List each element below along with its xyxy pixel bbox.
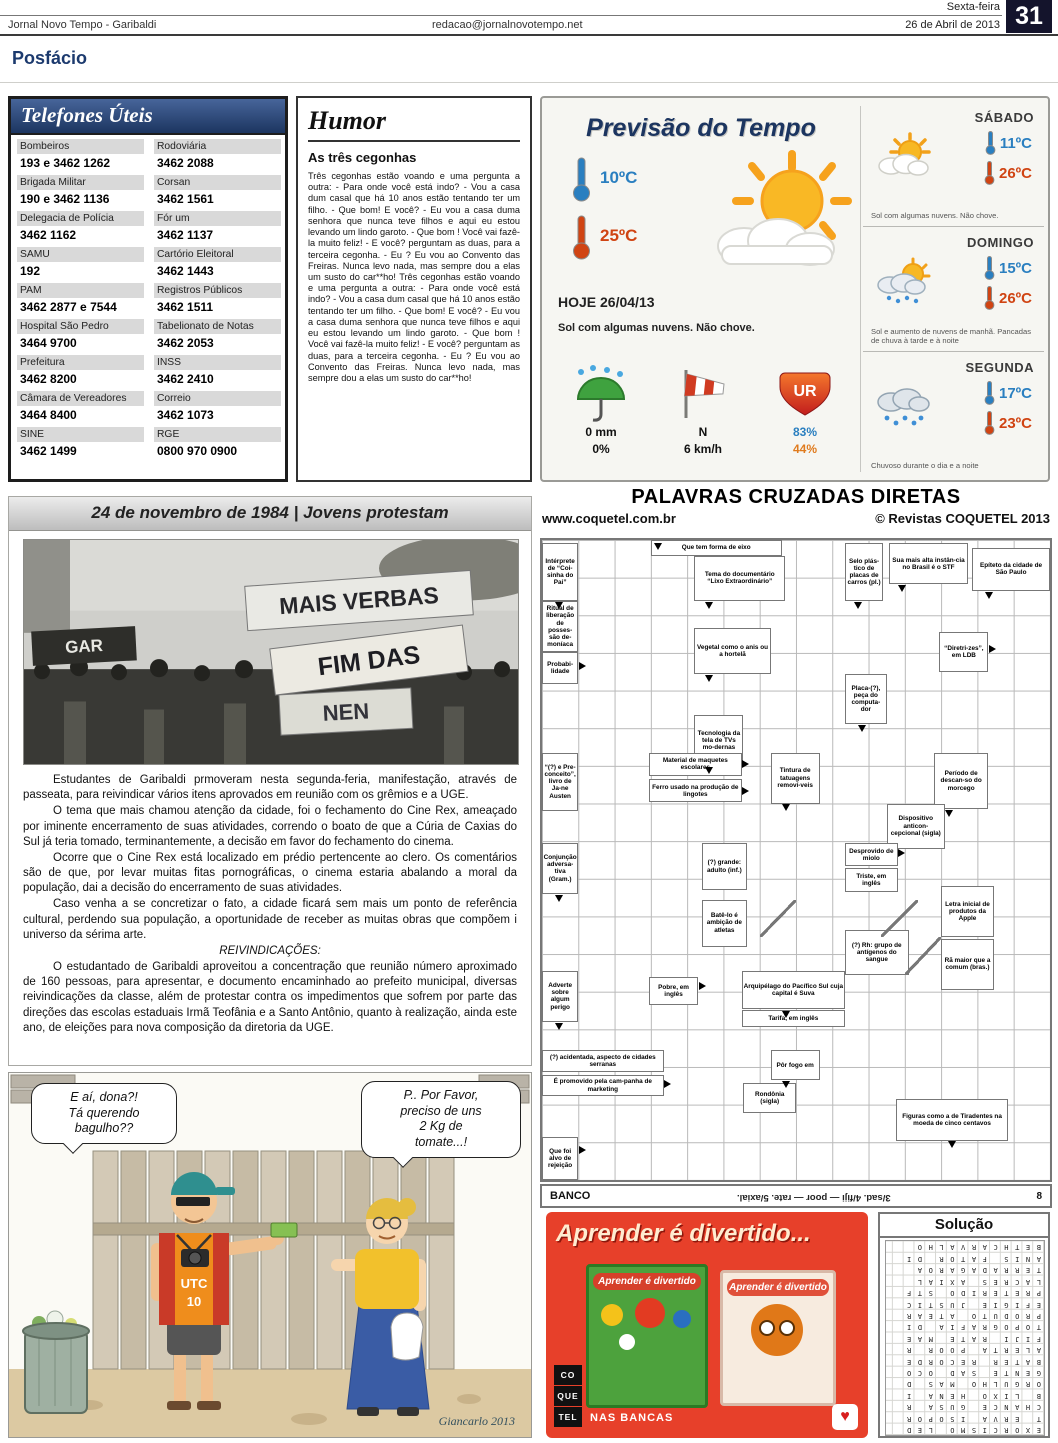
crossword-clue: Sua mais alta instân-cia no Brasil é o STF <box>889 543 969 584</box>
phone-entry <box>17 211 144 245</box>
solution-row: FIJI RATE MAE <box>900 1334 1041 1343</box>
arrow-down-icon <box>705 767 713 774</box>
arrow-down-icon <box>854 602 862 609</box>
phone-number: 3462 1162 <box>20 228 77 242</box>
solution-row: ORGULHO MAS D <box>900 1380 1041 1389</box>
weather-divider <box>860 106 861 472</box>
phone-label: Registros Públicos <box>154 283 281 298</box>
crossword-clue: (?) Rh: grupo de antígenos do sangue <box>845 930 909 975</box>
arrow-down-icon <box>782 1081 790 1088</box>
phone-number: 3462 1511 <box>157 300 214 314</box>
jersey-text-2: 10 <box>186 1294 202 1309</box>
phone-label: Fór um <box>154 211 281 226</box>
crossword-clue: Tecnologia da tela de TVs mo-dernas <box>694 715 743 766</box>
ad-availability-note: NAS BANCAS <box>590 1412 674 1424</box>
umbrella-icon <box>550 360 652 422</box>
solution-row: TERRADAGAROA <box>900 1266 1041 1275</box>
forecast-high-temp: 23ºC <box>983 410 1032 436</box>
phone-label: Hospital São Pedro <box>17 319 144 334</box>
crossword-clue: Figuras como a de Tiradentes na moeda de cinco centavos <box>896 1099 1008 1140</box>
today-date-label: HOJE 26/04/13 <box>558 294 655 310</box>
forecast-high-temp: 26ºC <box>983 160 1032 186</box>
humidity-metric <box>754 360 856 456</box>
crossword-title: PALAVRAS CRUZADAS DIRETAS <box>631 486 961 508</box>
diagonal-cell <box>760 900 796 938</box>
useful-phones-box <box>8 96 288 482</box>
section-rule <box>0 82 1058 83</box>
phone-label: Rodoviária <box>154 139 281 154</box>
book1-art <box>589 1290 705 1362</box>
phone-label: Cartório Eleitoral <box>154 247 281 262</box>
solution-row: PRETERIDO STF <box>900 1289 1041 1298</box>
forecast-day-name: SEGUNDA <box>965 360 1034 375</box>
crossword-copyright: © Revistas COQUETEL 2013 <box>875 511 1050 526</box>
crossword-box <box>540 486 1052 1210</box>
solution-row: ANIS FATOR DI <box>900 1254 1041 1263</box>
wind-direction: N <box>698 425 708 439</box>
phone-entry <box>17 247 144 281</box>
humidity-high: 83% <box>792 425 818 439</box>
coquetel-logo <box>554 1365 582 1428</box>
crossword-banco-strip <box>540 1184 1052 1208</box>
phone-number: 3462 1499 <box>20 444 77 458</box>
forecast-days <box>863 102 1044 476</box>
crossword-clue: Que foi alvo de rejeição <box>542 1137 578 1180</box>
crossword-clue: Placa-(?), peça do computa-dor <box>845 674 887 725</box>
crossword-grid <box>540 538 1052 1182</box>
crossword-clue: Arquipélago do Pacífico Sul cuja capital é Suva <box>742 971 845 1009</box>
puzzle-number: 8 <box>1036 1190 1042 1202</box>
crossword-clue: Pobre, em inglês <box>649 977 698 1005</box>
arrow-right-icon <box>664 1080 671 1088</box>
phone-label: Prefeitura <box>17 355 144 370</box>
sun-cloud-icon <box>873 132 931 183</box>
solution-row: EXORCISMO LED <box>900 1426 1041 1434</box>
phone-number: 3462 2877 e 7544 <box>20 300 117 314</box>
ad-headline: Aprender é divertido... <box>556 1220 811 1247</box>
heart-logo-icon: ♥ <box>832 1404 858 1430</box>
crossword-clue: “Diretri-zes”, em LDB <box>939 632 988 672</box>
crossword-clue: Adverte sobre algum perigo <box>542 971 578 1022</box>
arrow-down-icon <box>858 725 866 732</box>
photo-banner-3 <box>279 688 413 735</box>
sun-rain-icon <box>873 257 931 310</box>
crossword-clue: (?) grande: adulto (inf.) <box>702 843 747 890</box>
crossword-clue: Desprovido de miolo <box>845 843 898 866</box>
crossword-clue: Tema do documentário “Lixo Extraordinário” <box>694 556 785 601</box>
phone-number: 3462 2088 <box>157 156 214 170</box>
weekday-label: Sexta-feira <box>946 1 1000 13</box>
thermometer-high-icon <box>570 214 592 265</box>
phone-entry <box>154 427 281 461</box>
phone-number: 3462 8200 <box>20 372 77 386</box>
phones-column-left <box>11 135 148 463</box>
phone-entry <box>17 283 144 317</box>
forecast-day <box>863 102 1044 227</box>
crossword-clue: Tintura de tatuagens removí-veis <box>771 753 820 804</box>
article-paragraph: O estudantado de Garibaldi aproveitou a concentração que reunião número aproximado de 160 pessoas, para apresentar, e documento encaminhado ao prefeito municipal, diversas reivindicações da classe, além de protestar contra os impedimentos que sofrem por parte das direções das escolas estaduais Irmã Teofânia e a Santo Antônio, quanto à realização, ainda este ano, de eleições para nova composição da diretoria da UGE. <box>23 961 517 1034</box>
arrow-down-icon <box>555 895 563 902</box>
windsock-icon <box>652 360 754 422</box>
coquetel-logo-segment: QUE <box>554 1386 582 1406</box>
crossword-clue: Dispositivo anticon-cepcional (sigla) <box>887 804 945 849</box>
phones-column-right <box>148 135 285 463</box>
arrow-down-icon <box>898 585 906 592</box>
phone-entry <box>154 355 281 389</box>
edition-date: 26 de Abril de 2013 <box>905 19 1000 31</box>
sun-cloud-icon <box>692 146 852 286</box>
book1-decor-3 <box>673 1310 691 1328</box>
solution-row: LACRES AXIAL <box>900 1277 1041 1286</box>
arrow-down-icon <box>782 804 790 811</box>
article-paragraph: REIVINDICAÇÕES: <box>219 944 321 957</box>
phone-label: Correio <box>154 391 281 406</box>
page-number: 31 <box>1006 0 1052 33</box>
arrow-down-icon <box>705 675 713 682</box>
solution-box <box>878 1212 1050 1438</box>
phone-number: 3464 9700 <box>20 336 77 350</box>
arrow-down-icon <box>705 602 713 609</box>
protest-photo <box>23 539 519 765</box>
jersey-text-1: UTC <box>180 1276 208 1291</box>
arrow-down-icon <box>945 810 953 817</box>
crossword-website: www.coquetel.com.br <box>542 511 676 526</box>
crossword-clue: Triste, em inglês <box>845 868 898 891</box>
phone-number: 3462 1137 <box>157 228 214 242</box>
phone-entry <box>154 247 281 281</box>
humor-story-title: As três cegonhas <box>308 150 417 165</box>
banner-text-1: MAIS VERBAS <box>278 581 440 620</box>
forecast-high-temp: 26ºC <box>983 285 1032 311</box>
book2-art <box>723 1296 833 1368</box>
arrow-right-icon <box>989 645 996 653</box>
crossword-clue: Período de descan-so do morcego <box>934 753 988 809</box>
phone-number: 192 <box>20 264 41 278</box>
crossword-clue: Que tem forma de eixo <box>651 540 782 556</box>
forecast-low-temp: 17ºC <box>983 380 1032 406</box>
article-box <box>8 496 532 1066</box>
crossword-clue: Selo plás-tico de placas de carros (pl.) <box>845 543 883 601</box>
today-high-temp: 25ºC <box>600 226 638 245</box>
solution-grid <box>885 1240 1045 1436</box>
article-paragraph: Estudantes de Garibaldi prmoveram nesta segunda-feria, manifestação, através de passeata, para reivindicar vários itens aprovados em reunião com os grêmios e a UGE. <box>23 774 517 802</box>
phone-label: RGE <box>154 427 281 442</box>
crossword-clue: Vegetal como o anis ou a hortelã <box>694 628 770 673</box>
owl-illustration <box>751 1304 803 1356</box>
phone-label: Tabelionato de Notas <box>154 319 281 334</box>
crossword-clue: Batê-lo é ambição de atletas <box>702 900 747 947</box>
phone-label: Delegacia de Polícia <box>17 211 144 226</box>
solution-title: Solução <box>880 1214 1048 1238</box>
arrow-down-icon <box>948 1141 956 1148</box>
arrow-down-icon <box>782 1011 790 1018</box>
forecast-day-name: SÁBADO <box>974 110 1034 125</box>
crossword-clue: É promovido pela cam-panha de marketing <box>542 1075 664 1097</box>
phone-entry <box>154 175 281 209</box>
forecast-desc: Sol com algumas nuvens. Não chove. <box>871 211 999 221</box>
rain-icon <box>873 382 931 435</box>
weather-title: Previsão do Tempo <box>586 114 816 142</box>
article-body <box>23 773 517 1059</box>
rain-chance: 0% <box>592 442 610 456</box>
coquetel-ad <box>546 1212 868 1438</box>
article-paragraph: O tema que mais chamou atenção da cidade, foi o fechamento do Cine Rex, ameaçado por iminente encerramento de suas atividades, correndo o boato de que a Cúria de Caxias do Sul já teria tomado, terminantemente, a decisão em favor do fechamento do cinema. <box>23 805 517 848</box>
crossword-clue: Epíteto da cidade de São Paulo <box>972 548 1050 591</box>
phone-label: Câmara de Vereadores <box>17 391 144 406</box>
phone-number: 0800 970 0900 <box>157 444 238 458</box>
phone-number: 3462 1443 <box>157 264 214 278</box>
solution-row: BATER RECORDE <box>900 1357 1041 1366</box>
phone-entry <box>154 211 281 245</box>
phone-label: SINE <box>17 427 144 442</box>
phone-entry <box>17 391 144 425</box>
arrow-down-icon <box>555 1023 563 1030</box>
cartoon-box <box>8 1072 532 1438</box>
weather-metrics <box>550 360 856 456</box>
diagonal-cell <box>881 900 917 938</box>
speech-bubble-right: P.. Por Favor, preciso de uns 2 Kg de tomate...! <box>361 1081 521 1158</box>
phone-entry <box>154 391 281 425</box>
phone-entry <box>154 139 281 173</box>
phone-entry <box>154 319 281 353</box>
photo-banner-dark <box>31 626 137 666</box>
humidity-badge-icon <box>754 360 856 422</box>
article-title: 24 de novembro de 1984 | Jovens protestam <box>9 497 531 531</box>
crossword-clue: Material de maquetes escolares <box>649 753 742 776</box>
phone-label: SAMU <box>17 247 144 262</box>
banco-answers <box>598 1187 1028 1205</box>
humor-box <box>296 96 532 482</box>
wind-speed: 6 km/h <box>683 442 722 456</box>
crossword-clue: Intérprete de “Coi-sinha do Pai” <box>542 543 578 601</box>
book2-title: Aprender é divertido <box>727 1279 829 1296</box>
humidity-low: 44% <box>792 442 818 456</box>
phone-number: 3462 1561 <box>157 192 214 206</box>
thermometer-low-icon <box>570 156 592 207</box>
wind-metric <box>652 360 754 456</box>
arrow-right-icon <box>742 760 749 768</box>
speech-bubble-left: E aí, dona?! Tá querendo bagulho?? <box>31 1083 177 1144</box>
banco-answers-text: 3/sad. 4/fiji — poor — rate. 5/axial. <box>736 1192 891 1203</box>
solution-row: ALERTA POOR R <box>900 1346 1041 1355</box>
phone-number: 3462 2410 <box>157 372 214 386</box>
phone-entry <box>17 427 144 461</box>
arrow-right-icon <box>579 662 586 670</box>
crossword-clue: (?) acidentada, aspecto de cidades serranas <box>542 1050 664 1072</box>
phone-number: 190 e 3462 1136 <box>20 192 110 206</box>
solution-row: BETHCARVALHO <box>900 1243 1041 1252</box>
crossword-clue: Probabi-lidade <box>542 652 578 684</box>
ad-book-cover-2 <box>720 1270 836 1406</box>
phones-title: Telefones Úteis <box>11 99 285 135</box>
today-forecast-desc: Sol com algumas nuvens. Não chove. <box>558 322 755 334</box>
crossword-clue: Ritual de liberação de posses-são de-moníaca <box>542 601 578 652</box>
diagonal-cell <box>905 937 941 975</box>
forecast-low-temp: 15ºC <box>983 255 1032 281</box>
forecast-desc: Sol e aumento de nuvens de manhã. Pancadas de chuva à tarde e à noite <box>871 327 1032 346</box>
banco-label: BANCO <box>550 1190 591 1202</box>
book1-title: Aprender é divertido <box>593 1273 701 1290</box>
phone-number: 3462 2053 <box>157 336 214 350</box>
banner-text-4: GAR <box>64 635 104 658</box>
humor-body: Três cegonhas estão voando e uma pergunta a outra: - Para onde você está indo? - Vou a casa dum casal que há 10 anos estão tentando ter um filho. - Que bom! E você? - Eu vou a casa duma senhora que nunca teve filhos e aqui eu estou levando um lindo garoto. - Que bom ! Você vai fazê-la muito feliz! - E você? perguntam as duas, para a terceira cegonha. - Eu ? Eu vou ao Convento das Freiras. Nunca levo nada, mas sempre dou a elas um susto do car**ho! Três cegonhas estão voando e uma pergunta a outra: - Para onde você está indo? - Vou a casa dum casal que há 10 anos estão tentando ter um filho. - Que bom! E você? - Eu vou a casa duma senhora que nunca teve filhos e aqui eu estou levando um lindo garoto. - Que bom ! Você vai fazê-la muito feliz! - E você? perguntam as duas, para a terceira cegonha. - Eu ? Eu vou ao Convento das Freiras. Nunca levo nada, mas sempre dou a elas um susto do car**ho! <box>308 171 520 383</box>
cartoon-signature: Giancarlo 2013 <box>438 1414 515 1428</box>
crossword-clue: Pôr fogo em <box>771 1050 820 1080</box>
phone-label: Brigada Militar <box>17 175 144 190</box>
phone-entry <box>17 175 144 209</box>
book1-decor-4 <box>619 1334 635 1350</box>
phone-number: 193 e 3462 1262 <box>20 156 111 170</box>
arrow-down-icon <box>654 543 662 550</box>
section-title: Posfácio <box>12 48 88 68</box>
arrow-down-icon <box>985 592 993 599</box>
phone-label: Corsan <box>154 175 281 190</box>
crossword-clue: “(?) e Pre-conceito”, livro de Ja-ne Austen <box>542 753 578 811</box>
crossword-clue: Rondônia (sigla) <box>743 1083 796 1113</box>
crossword-clue: Tarifa, em inglês <box>742 1010 845 1027</box>
book1-decor-2 <box>635 1298 665 1328</box>
phone-number: 3464 8400 <box>20 408 77 422</box>
forecast-low-temp: 11ºC <box>984 130 1032 156</box>
owl-eye-right <box>779 1320 795 1336</box>
coquetel-logo-segment: CO <box>554 1365 582 1385</box>
phone-entry <box>17 355 144 389</box>
phone-number: 3462 1073 <box>157 408 214 422</box>
solution-row: PRODUTO ATEAR <box>900 1311 1041 1320</box>
article-paragraph: Caso venha a se concretizar o fato, a cidade ficará sem mais um ponto de referência cultural, perdendo sua população, a oportunidade de receber as muitas obras que compõem i universo da sérima arte. <box>23 898 517 941</box>
phone-entry <box>154 283 281 317</box>
header-rule-thin <box>0 15 1002 16</box>
banner-text-3: NEN <box>322 698 370 726</box>
owl-eye-left <box>759 1320 775 1336</box>
phone-entry <box>17 319 144 353</box>
newspaper-email: redacao@jornalnovotempo.net <box>432 19 583 31</box>
solution-row: TOPOGRAFIA DI <box>900 1323 1041 1332</box>
solution-row: CHANCE GUSA R <box>900 1403 1041 1412</box>
ad-book-cover-1 <box>586 1264 708 1408</box>
humor-title: Humor <box>308 106 520 142</box>
crossword-clue: Rã maior que a comum (bras.) <box>941 939 994 990</box>
arrow-right-icon <box>898 849 905 857</box>
weather-box <box>540 96 1050 482</box>
humidity-label: UR <box>793 383 817 400</box>
coquetel-logo-segment: TEL <box>554 1407 582 1427</box>
solution-row: GENTE SAD OCO <box>900 1368 1041 1377</box>
rain-amount: 0 mm <box>585 425 617 439</box>
forecast-day <box>863 352 1044 476</box>
phone-label: INSS <box>154 355 281 370</box>
phone-label: Bombeiros <box>17 139 144 154</box>
forecast-day <box>863 227 1044 352</box>
article-paragraph: Ocorre que o Cine Rex está localizado em prédio pertencente ao clero. Os comentários são de que, por levar muitas fitas pornográficas, o cinema estaria abalando a moral da população, dai a decisão do encerramento de suas atividades. <box>23 851 517 895</box>
crossword-clue: Letra inicial de produtos da Apple <box>941 886 994 937</box>
banner-text-2: FIM DAS <box>316 640 422 682</box>
phone-label: PAM <box>17 283 144 298</box>
rain-metric <box>550 360 652 456</box>
solution-row: B LIXO HENA I <box>900 1391 1041 1400</box>
trash-can <box>23 1311 89 1413</box>
arrow-down-icon <box>555 602 563 609</box>
arrow-right-icon <box>742 787 749 795</box>
solution-row: T ERVA ISOPOR <box>900 1414 1041 1423</box>
arrow-right-icon <box>699 982 706 990</box>
header-rule-thick <box>0 34 1058 36</box>
crossword-clue: Conjunção adversa-tiva (Gram.) <box>542 843 578 894</box>
forecast-day-name: DOMINGO <box>966 235 1034 250</box>
today-low-temp: 10ºC <box>600 168 638 187</box>
book1-decor-1 <box>601 1304 623 1326</box>
newspaper-name: Jornal Novo Tempo - Garibaldi <box>8 19 157 31</box>
arrow-right-icon <box>579 1146 586 1154</box>
crossword-clue: Ferro usado na produção de lingotes <box>649 779 742 802</box>
solution-row: EFIGIE JUSTIC <box>900 1300 1041 1309</box>
phone-entry <box>17 139 144 173</box>
forecast-desc: Chuvoso durante o dia e a noite <box>871 461 979 471</box>
